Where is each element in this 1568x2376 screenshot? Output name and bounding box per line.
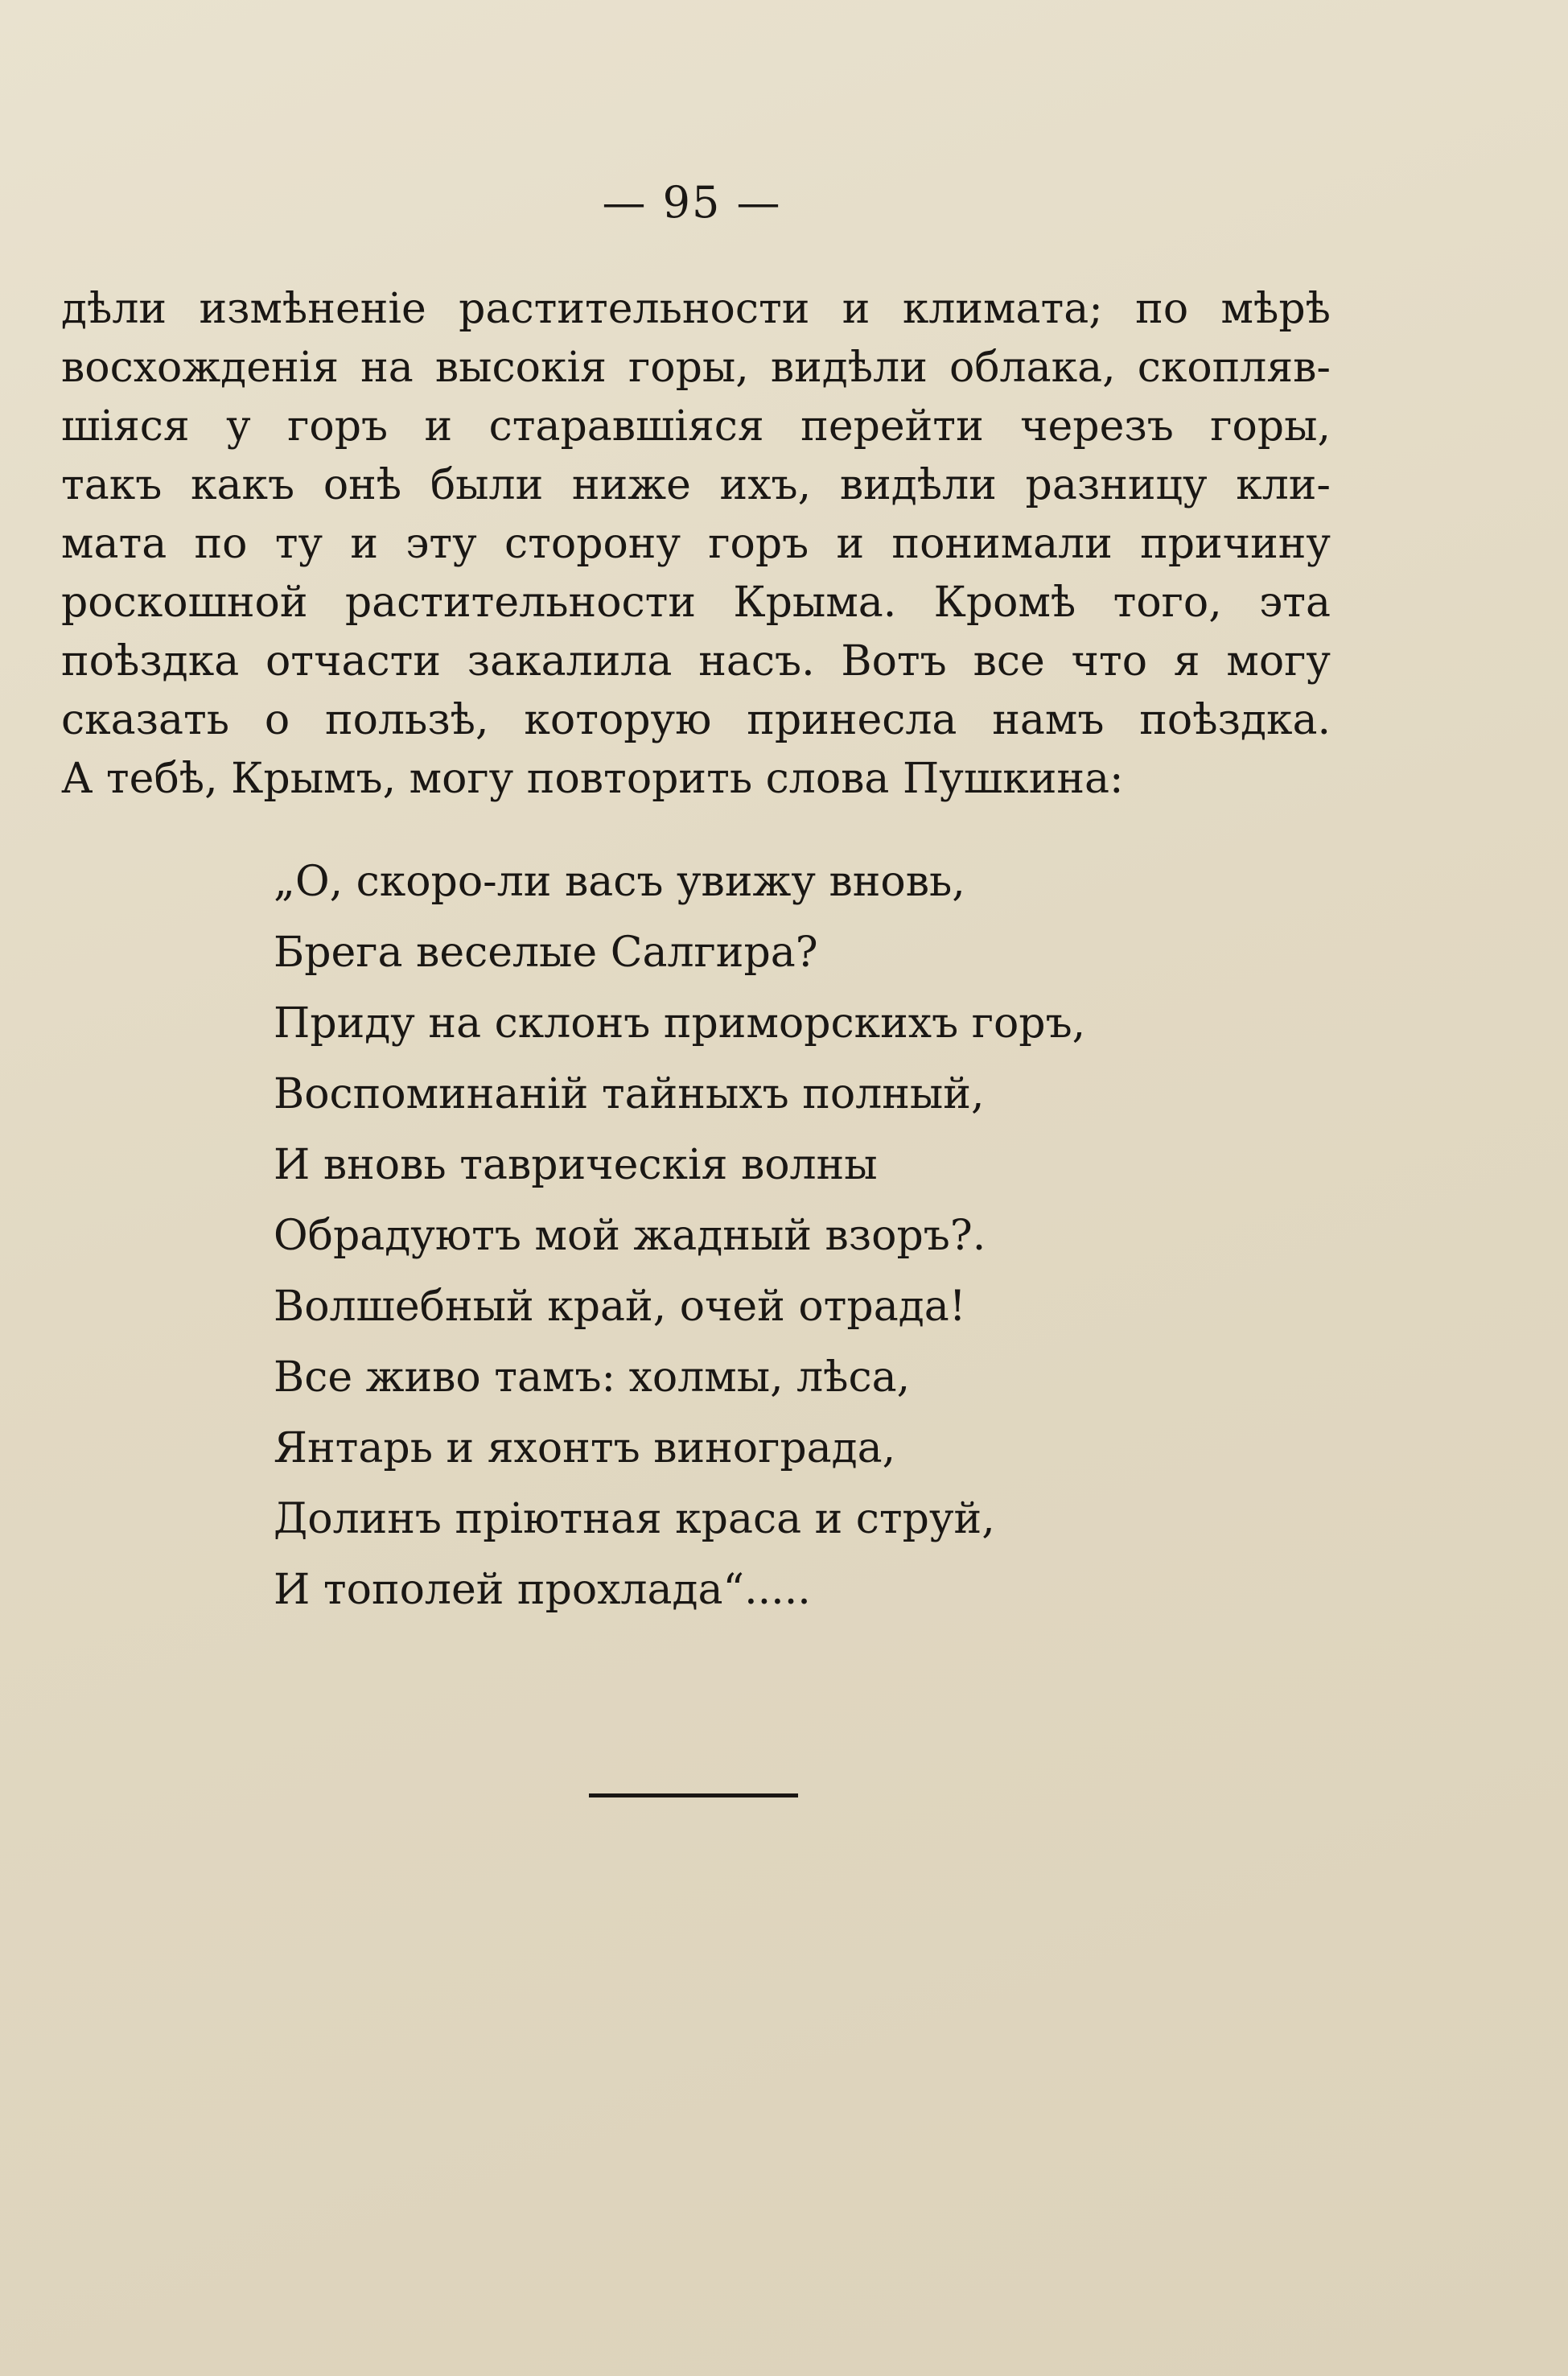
prose-line: шіяся у горъ и старавшіяся перейти черезъ горы, (61, 402, 1331, 451)
page-number: — 95 — (602, 177, 782, 228)
poem-line: Янтарь и яхонтъ винограда, (274, 1424, 896, 1472)
prose-line: такъ какъ онѣ были ниже ихъ, видѣли разницу кли- (61, 461, 1331, 509)
prose-line: сказать о пользѣ, которую принесла намъ поѣздка. (61, 696, 1331, 744)
poem-line: Брега веселые Салгира? (274, 929, 818, 977)
poem-quotation (274, 846, 1239, 1625)
prose-line: восхожденія на высокія горы, видѣли облака, скопляв- (61, 344, 1331, 392)
poem-line: „О, скоро-ли васъ увижу вновь, (274, 858, 965, 906)
section-end-rule (589, 1793, 798, 1797)
poem-line: Приду на склонъ приморскихъ горъ, (274, 999, 1086, 1048)
prose-line: роскошной растительности Крыма. Кромѣ того, эта (61, 579, 1331, 627)
poem-line: И тополей прохлада“..... (274, 1566, 811, 1614)
poem-line: И вновь таврическія волны (274, 1141, 878, 1189)
poem-line: Воспоминаній тайныхъ полный, (274, 1070, 985, 1118)
poem-line: Обрадуютъ мой жадный взоръ?. (274, 1212, 986, 1260)
poem-line: Все живо тамъ: холмы, лѣса, (274, 1353, 911, 1402)
prose-line: поѣздка отчасти закалила насъ. Вотъ все что я могу (61, 637, 1331, 686)
prose-line: дѣли измѣненіе растительности и климата; по мѣрѣ (61, 285, 1331, 333)
prose-line: мата по ту и эту сторону горъ и понимали причину (61, 520, 1331, 568)
poem-line: Волшебный край, очей отрада! (274, 1283, 966, 1331)
poem-line: Долинъ пріютная краса и струй, (274, 1495, 995, 1543)
prose-line: А тебѣ, Крымъ, могу повторить слова Пушкина: (61, 755, 1124, 803)
prose-paragraph (61, 280, 1331, 809)
